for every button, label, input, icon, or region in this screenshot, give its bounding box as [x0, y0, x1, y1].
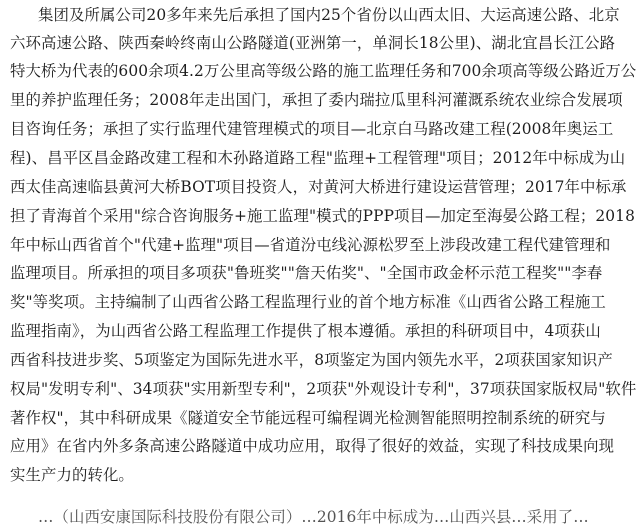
paragraph-line-7: 西太佳高速临县黄河大桥BOT项目投资人，对黄河大桥进行建设运营管理；2017年中标承 [10, 178, 627, 196]
paragraph-line-17: 实生产力的转化。 [10, 466, 134, 484]
paragraph-line-5: 目咨询任务；承担了实行监理代建管理模式的项目—北京白马路改建工程(2008年奥运工 [10, 120, 614, 138]
paragraph-line-12: 监理指南》，为山西省公路工程监理工作提供了根本遵循。承担的科研项目中，4项获山 [10, 322, 601, 340]
paragraph-line-2: 六环高速公路、陕西秦岭终南山公路隧道(亚洲第一，单洞长18公里)、湖北宜昌长江公路 [10, 34, 616, 52]
paragraph-line-3: 特大桥为代表的600余项4.2万公里高等级公路的施工监理任务和700余项高等级公路近万公 [10, 62, 637, 80]
paragraph-line-18-cut: …（山西安康国际科技股份有限公司）…2016年中标成为…山西兴县…采用了… [38, 508, 589, 526]
paragraph-line-16: 应用》在省内外多条高速公路隧道中成功应用，取得了很好的效益，实现了科技成果向现 [10, 437, 615, 455]
paragraph-line-4: 里的养护监理任务；2008年走出国门，承担了委内瑞拉瓜里科河灌溉系统农业综合发展项 [10, 91, 623, 109]
paragraph-line-11: 奖"等奖项。主持编制了山西省公路工程监理行业的首个地方标准《山西省公路工程施工 [10, 293, 606, 311]
paragraph-line-14: 权局"发明专利"、34项获"实用新型专利"，2项获"外观设计专利"，37项获国家版权局"软件 [10, 380, 637, 398]
paragraph-line-6: 程)、昌平区昌金路改建工程和木孙路道路工程"监理+工程管理"项目；2012年中标成为山 [10, 149, 626, 167]
paragraph-line-1: 集团及所属公司20多年来先后承担了国内25个省份以山西太旧、大运高速公路、北京 [38, 6, 620, 24]
paragraph-line-13: 西省科技进步奖、5项鉴定为国际先进水平，8项鉴定为国内领先水平，2项获国家知识产 [10, 351, 613, 369]
paragraph-line-10: 监理项目。所承担的项目多项获"鲁班奖""詹天佑奖"、"全国市政金杯示范工程奖""李春 [10, 264, 603, 282]
paragraph-line-8: 担了青海首个采用"综合咨询服务+施工监理"模式的PPP项目—加定至海晏公路工程；2018 [10, 207, 635, 225]
paragraph-line-15: 著作权"，其中科研成果《隧道安全节能远程可编程调光检测智能照明控制系统的研究与 [10, 409, 606, 427]
paragraph-line-9: 年中标山西省首个"代建+监理"项目—省道汾屯线沁源松罗至上涉段改建工程代建管理和 [10, 236, 611, 254]
